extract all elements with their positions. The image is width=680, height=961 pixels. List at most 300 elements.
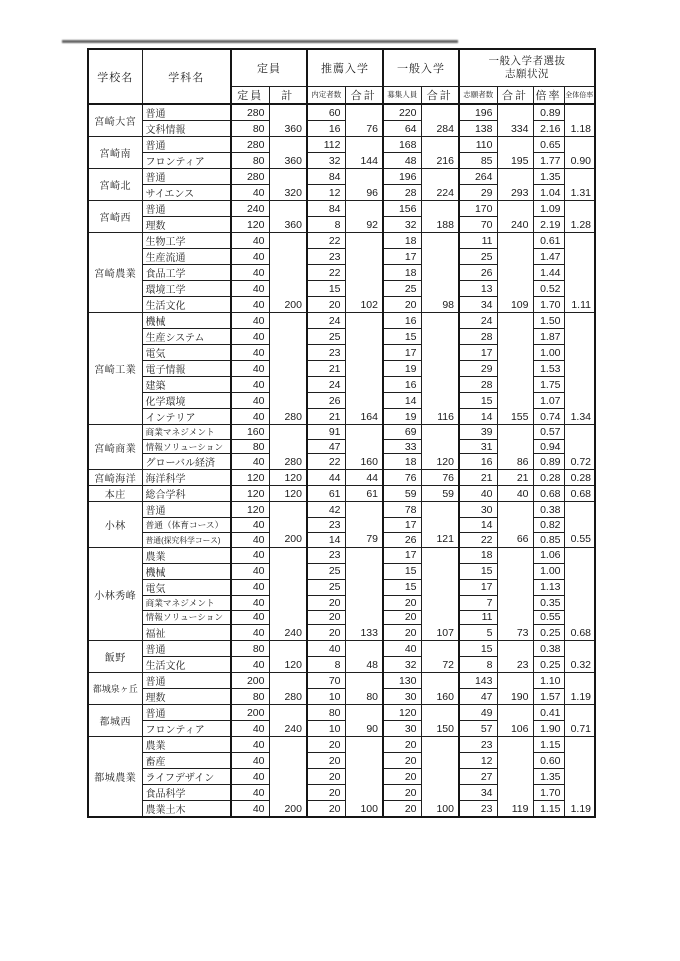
cell-dept-name: 商業マネジメント [142, 595, 231, 610]
cell-ratio: 0.61 [533, 233, 564, 249]
table-row [88, 104, 595, 121]
cell-recommended-count: 21 [307, 361, 345, 377]
cell-applicant-count: 264 [459, 169, 497, 185]
cell-capacity: 80 [231, 641, 269, 657]
cell-recommended-count: 14 [307, 533, 345, 548]
cell-recruit-count: 15 [383, 563, 421, 579]
cell-recommended-count: 22 [307, 233, 345, 249]
header-sub-recommended-count: 内定者数 [307, 86, 345, 104]
cell-recommended-count: 20 [307, 737, 345, 753]
cell-capacity: 120 [231, 502, 269, 518]
cell-recommend-total: 44 [345, 470, 383, 486]
cell-ratio: 1.70 [533, 297, 564, 313]
cell-recruit-count: 64 [383, 121, 421, 137]
cell-applicant-count: 25 [459, 249, 497, 265]
cell-general-total: 116 [421, 313, 459, 425]
cell-dept-name: グローバル経済 [142, 454, 231, 470]
cell-ratio: 1.57 [533, 689, 564, 705]
cell-ratio: 2.19 [533, 217, 564, 233]
cell-applicant-total: 155 [497, 313, 533, 425]
cell-school-name: 都城農業 [88, 737, 142, 818]
cell-recommend-total: 100 [345, 737, 383, 818]
cell-recruit-count: 220 [383, 104, 421, 121]
cell-recommended-count: 61 [307, 486, 345, 502]
cell-applicant-total: 293 [497, 169, 533, 201]
cell-dept-name: 普通 [142, 201, 231, 217]
cell-general-total: 284 [421, 104, 459, 137]
header-department: 学科名 [142, 49, 231, 104]
cell-capacity: 40 [231, 249, 269, 265]
cell-recommend-total: 160 [345, 425, 383, 470]
cell-dept-name: 機械 [142, 313, 231, 329]
cell-recommended-count: 15 [307, 281, 345, 297]
cell-recommend-total: 102 [345, 233, 383, 313]
cell-dept-name: 海洋科学 [142, 470, 231, 486]
table-row [88, 137, 595, 153]
cell-capacity: 240 [231, 201, 269, 217]
cell-applicant-count: 47 [459, 689, 497, 705]
cell-dept-name: 生産システム [142, 329, 231, 345]
cell-dept-name: 普通 [142, 502, 231, 518]
cell-applicant-count: 16 [459, 454, 497, 470]
cell-capacity: 40 [231, 785, 269, 801]
cell-recommended-count: 20 [307, 753, 345, 769]
cell-ratio: 0.35 [533, 595, 564, 610]
cell-capacity: 40 [231, 769, 269, 785]
cell-capacity: 280 [231, 137, 269, 153]
cell-recommended-count: 23 [307, 345, 345, 361]
cell-ratio: 0.68 [533, 486, 564, 502]
cell-recruit-count: 28 [383, 185, 421, 201]
cell-capacity-total: 360 [269, 201, 307, 233]
cell-recruit-count: 30 [383, 721, 421, 737]
cell-school-name: 小林秀峰 [88, 547, 142, 640]
cell-applicant-count: 11 [459, 610, 497, 625]
cell-recruit-count: 14 [383, 393, 421, 409]
cell-recommend-total: 76 [345, 104, 383, 137]
cell-capacity: 40 [231, 329, 269, 345]
cell-capacity: 120 [231, 470, 269, 486]
cell-recommend-total: 79 [345, 502, 383, 547]
cell-capacity: 40 [231, 233, 269, 249]
header-sub-general-total: 合計 [421, 86, 459, 104]
cell-capacity-total: 280 [269, 673, 307, 705]
cell-applicant-count: 57 [459, 721, 497, 737]
cell-capacity-total: 120 [269, 470, 307, 486]
cell-general-total: 72 [421, 641, 459, 673]
cell-ratio: 1.75 [533, 377, 564, 393]
cell-recommended-count: 10 [307, 689, 345, 705]
cell-ratio: 0.74 [533, 409, 564, 425]
cell-ratio: 1.47 [533, 249, 564, 265]
table-row [88, 547, 595, 563]
cell-general-total: 188 [421, 201, 459, 233]
cell-dept-name: 情報ソリューション [142, 610, 231, 625]
cell-recruit-count: 59 [383, 486, 421, 502]
cell-ratio: 1.44 [533, 265, 564, 281]
header-capacity-group: 定員 [231, 49, 307, 86]
cell-recommended-count: 44 [307, 470, 345, 486]
cell-ratio: 1.13 [533, 579, 564, 595]
cell-dept-name: 理数 [142, 217, 231, 233]
cell-dept-name: ライフデザイン [142, 769, 231, 785]
cell-recruit-count: 18 [383, 454, 421, 470]
cell-recommended-count: 80 [307, 705, 345, 721]
cell-school-name: 宮崎農業 [88, 233, 142, 313]
cell-general-total: 76 [421, 470, 459, 486]
cell-capacity: 40 [231, 345, 269, 361]
cell-recommend-total: 96 [345, 169, 383, 201]
cell-ratio: 1.15 [533, 737, 564, 753]
cell-recommended-count: 91 [307, 425, 345, 440]
cell-general-total: 107 [421, 547, 459, 640]
cell-recommended-count: 8 [307, 217, 345, 233]
cell-applicant-count: 30 [459, 502, 497, 518]
cell-applicant-count: 23 [459, 737, 497, 753]
cell-school-name: 宮崎商業 [88, 425, 142, 470]
table-row [88, 201, 595, 217]
cell-capacity: 40 [231, 393, 269, 409]
cell-applicant-count: 15 [459, 393, 497, 409]
cell-recruit-count: 20 [383, 801, 421, 818]
cell-dept-name: 畜産 [142, 753, 231, 769]
cell-applicant-total: 334 [497, 104, 533, 137]
cell-capacity: 280 [231, 169, 269, 185]
cell-school-name: 宮崎工業 [88, 313, 142, 425]
cell-dept-name: 情報ソリューション [142, 439, 231, 454]
cell-dept-name: 普通 [142, 705, 231, 721]
cell-ratio: 0.85 [533, 533, 564, 548]
cell-recommended-count: 40 [307, 641, 345, 657]
table-row [88, 673, 595, 689]
cell-school-name: 飯野 [88, 641, 142, 673]
header-sub-recommend-total: 合計 [345, 86, 383, 104]
cell-capacity-total: 280 [269, 425, 307, 470]
cell-ratio: 0.65 [533, 137, 564, 153]
cell-applicant-count: 5 [459, 625, 497, 641]
cell-dept-name: 商業マネジメント [142, 425, 231, 440]
cell-applicant-count: 12 [459, 753, 497, 769]
cell-school-name: 宮崎大宮 [88, 104, 142, 137]
cell-recommended-count: 20 [307, 769, 345, 785]
cell-general-total: 150 [421, 705, 459, 737]
cell-general-total: 160 [421, 673, 459, 705]
cell-capacity-total: 200 [269, 502, 307, 547]
cell-applicant-total: 240 [497, 201, 533, 233]
cell-dept-name: 化学環境 [142, 393, 231, 409]
cell-overall-ratio: 0.68 [564, 547, 595, 640]
cell-applicant-count: 13 [459, 281, 497, 297]
cell-recruit-count: 130 [383, 673, 421, 689]
cell-recommend-total: 90 [345, 705, 383, 737]
cell-capacity: 80 [231, 689, 269, 705]
cell-applicant-count: 39 [459, 425, 497, 440]
cell-recommend-total: 61 [345, 486, 383, 502]
cell-overall-ratio: 1.11 [564, 233, 595, 313]
cell-recruit-count: 40 [383, 641, 421, 657]
cell-recruit-count: 76 [383, 470, 421, 486]
cell-overall-ratio: 1.28 [564, 201, 595, 233]
cell-overall-ratio: 0.72 [564, 425, 595, 470]
cell-recruit-count: 15 [383, 579, 421, 595]
cell-applicant-count: 17 [459, 345, 497, 361]
cell-dept-name: 総合学科 [142, 486, 231, 502]
cell-recommended-count: 32 [307, 153, 345, 169]
table-row [88, 486, 595, 502]
cell-applicant-count: 29 [459, 185, 497, 201]
cell-dept-name: 普通 [142, 169, 231, 185]
cell-general-total: 120 [421, 425, 459, 470]
cell-applicant-total: 109 [497, 233, 533, 313]
cell-dept-name: 食品工学 [142, 265, 231, 281]
cell-dept-name: 普通（体育コース） [142, 518, 231, 533]
cell-overall-ratio: 0.71 [564, 705, 595, 737]
cell-overall-ratio: 1.18 [564, 104, 595, 137]
cell-recruit-count: 17 [383, 249, 421, 265]
cell-dept-name: 普通 [142, 104, 231, 121]
cell-capacity-total: 360 [269, 104, 307, 137]
cell-capacity-total: 320 [269, 169, 307, 201]
header-sub-recruit-count: 募集人員 [383, 86, 421, 104]
cell-recommended-count: 25 [307, 579, 345, 595]
cell-ratio: 1.35 [533, 169, 564, 185]
cell-applicant-total: 195 [497, 137, 533, 169]
cell-recommended-count: 25 [307, 563, 345, 579]
cell-applicant-count: 170 [459, 201, 497, 217]
cell-applicant-count: 28 [459, 329, 497, 345]
cell-overall-ratio: 0.28 [564, 470, 595, 486]
cell-recommend-total: 80 [345, 673, 383, 705]
cell-recommended-count: 20 [307, 595, 345, 610]
cell-capacity: 40 [231, 313, 269, 329]
cell-applicant-count: 110 [459, 137, 497, 153]
cell-applicant-count: 22 [459, 533, 497, 548]
cell-recruit-count: 168 [383, 137, 421, 153]
cell-general-total: 100 [421, 737, 459, 818]
cell-school-name: 本庄 [88, 486, 142, 502]
cell-capacity: 40 [231, 721, 269, 737]
cell-dept-name: 食品科学 [142, 785, 231, 801]
cell-applicant-count: 23 [459, 801, 497, 818]
cell-ratio: 1.00 [533, 563, 564, 579]
cell-recommended-count: 24 [307, 377, 345, 393]
cell-capacity: 280 [231, 104, 269, 121]
cell-overall-ratio: 0.90 [564, 137, 595, 169]
cell-ratio: 1.04 [533, 185, 564, 201]
cell-applicant-total: 23 [497, 641, 533, 673]
cell-dept-name: 電気 [142, 579, 231, 595]
cell-dept-name: 機械 [142, 563, 231, 579]
cell-applicant-count: 28 [459, 377, 497, 393]
cell-capacity: 40 [231, 185, 269, 201]
scan-artifact-line [62, 40, 458, 43]
cell-capacity-total: 120 [269, 486, 307, 502]
cell-applicant-total: 73 [497, 547, 533, 640]
cell-dept-name: 生物工学 [142, 233, 231, 249]
cell-applicant-total: 86 [497, 425, 533, 470]
cell-recommended-count: 20 [307, 610, 345, 625]
cell-recommended-count: 21 [307, 409, 345, 425]
cell-ratio: 0.41 [533, 705, 564, 721]
cell-school-name: 宮崎北 [88, 169, 142, 201]
cell-recruit-count: 20 [383, 297, 421, 313]
cell-applicant-count: 17 [459, 579, 497, 595]
cell-applicant-count: 34 [459, 785, 497, 801]
cell-dept-name: 普通 [142, 137, 231, 153]
cell-capacity-total: 200 [269, 737, 307, 818]
cell-recruit-count: 156 [383, 201, 421, 217]
cell-recommended-count: 20 [307, 801, 345, 818]
cell-applicant-total: 66 [497, 502, 533, 547]
cell-ratio: 1.53 [533, 361, 564, 377]
cell-recommended-count: 70 [307, 673, 345, 689]
cell-applicant-count: 8 [459, 657, 497, 673]
cell-recruit-count: 20 [383, 769, 421, 785]
cell-recommended-count: 20 [307, 297, 345, 313]
cell-recommended-count: 42 [307, 502, 345, 518]
cell-capacity: 120 [231, 217, 269, 233]
cell-recommended-count: 24 [307, 313, 345, 329]
cell-recruit-count: 48 [383, 153, 421, 169]
cell-recommend-total: 164 [345, 313, 383, 425]
cell-capacity: 200 [231, 705, 269, 721]
cell-recruit-count: 30 [383, 689, 421, 705]
cell-ratio: 1.10 [533, 673, 564, 689]
cell-ratio: 2.16 [533, 121, 564, 137]
cell-recommended-count: 16 [307, 121, 345, 137]
cell-recruit-count: 20 [383, 610, 421, 625]
cell-dept-name: インテリア [142, 409, 231, 425]
cell-capacity: 40 [231, 518, 269, 533]
cell-dept-name: 生活文化 [142, 297, 231, 313]
cell-capacity-total: 240 [269, 547, 307, 640]
cell-recruit-count: 18 [383, 265, 421, 281]
header-recommend-group: 推薦入学 [307, 49, 383, 86]
cell-applicant-count: 24 [459, 313, 497, 329]
cell-ratio: 0.52 [533, 281, 564, 297]
cell-recommended-count: 23 [307, 547, 345, 563]
cell-dept-name: サイエンス [142, 185, 231, 201]
cell-recruit-count: 16 [383, 377, 421, 393]
cell-ratio: 0.25 [533, 625, 564, 641]
cell-capacity: 40 [231, 454, 269, 470]
cell-recommended-count: 23 [307, 249, 345, 265]
cell-dept-name: 建築 [142, 377, 231, 393]
cell-school-name: 都城西 [88, 705, 142, 737]
cell-applicant-count: 14 [459, 518, 497, 533]
cell-recommended-count: 60 [307, 104, 345, 121]
cell-recruit-count: 16 [383, 313, 421, 329]
cell-capacity-total: 200 [269, 233, 307, 313]
cell-ratio: 0.38 [533, 502, 564, 518]
cell-dept-name: 農業土木 [142, 801, 231, 818]
cell-recruit-count: 20 [383, 625, 421, 641]
cell-dept-name: 生活文化 [142, 657, 231, 673]
cell-recruit-count: 25 [383, 281, 421, 297]
cell-recommended-count: 23 [307, 518, 345, 533]
cell-applicant-total: 40 [497, 486, 533, 502]
cell-applicant-total: 190 [497, 673, 533, 705]
cell-applicant-count: 14 [459, 409, 497, 425]
cell-dept-name: 普通 [142, 641, 231, 657]
cell-recruit-count: 26 [383, 533, 421, 548]
cell-applicant-count: 26 [459, 265, 497, 281]
cell-applicant-total: 106 [497, 705, 533, 737]
cell-capacity: 40 [231, 625, 269, 641]
table-row [88, 313, 595, 329]
cell-recommended-count: 84 [307, 169, 345, 185]
cell-recommended-count: 26 [307, 393, 345, 409]
header-selection-line1: 一般入学者選抜 [488, 54, 566, 67]
header-sub-capacity: 定員 [231, 86, 269, 104]
cell-applicant-count: 15 [459, 641, 497, 657]
cell-general-total: 121 [421, 502, 459, 547]
cell-recommended-count: 8 [307, 657, 345, 673]
cell-capacity: 40 [231, 533, 269, 548]
cell-dept-name: 福祉 [142, 625, 231, 641]
cell-recommended-count: 10 [307, 721, 345, 737]
cell-applicant-count: 15 [459, 563, 497, 579]
header-sub-applicant-total: 合計 [497, 86, 533, 104]
cell-recommended-count: 20 [307, 625, 345, 641]
cell-capacity-total: 240 [269, 705, 307, 737]
header-sub-applicant-count: 志願者数 [459, 86, 497, 104]
cell-recommend-total: 48 [345, 641, 383, 673]
cell-dept-name: 環境工学 [142, 281, 231, 297]
cell-school-name: 宮崎海洋 [88, 470, 142, 486]
cell-applicant-count: 34 [459, 297, 497, 313]
cell-overall-ratio: 1.31 [564, 169, 595, 201]
table-row [88, 233, 595, 249]
cell-capacity: 80 [231, 153, 269, 169]
cell-capacity: 40 [231, 409, 269, 425]
cell-applicant-count: 29 [459, 361, 497, 377]
cell-ratio: 0.89 [533, 454, 564, 470]
cell-general-total: 216 [421, 137, 459, 169]
header-school: 学校名 [88, 49, 142, 104]
cell-recommended-count: 84 [307, 201, 345, 217]
cell-dept-name: 農業 [142, 737, 231, 753]
cell-capacity: 200 [231, 673, 269, 689]
cell-school-name: 小林 [88, 502, 142, 547]
cell-dept-name: 農業 [142, 547, 231, 563]
cell-capacity-total: 120 [269, 641, 307, 673]
table-row [88, 169, 595, 185]
cell-dept-name: 生産流通 [142, 249, 231, 265]
cell-dept-name: 普通(探究科学コース) [142, 533, 231, 548]
cell-capacity-total: 360 [269, 137, 307, 169]
cell-applicant-count: 143 [459, 673, 497, 689]
cell-dept-name: 普通 [142, 673, 231, 689]
cell-recruit-count: 69 [383, 425, 421, 440]
header-selection-group [459, 49, 595, 86]
cell-overall-ratio: 0.68 [564, 486, 595, 502]
cell-capacity: 40 [231, 610, 269, 625]
cell-recommended-count: 22 [307, 265, 345, 281]
cell-ratio: 1.70 [533, 785, 564, 801]
cell-recruit-count: 32 [383, 217, 421, 233]
cell-recommended-count: 12 [307, 185, 345, 201]
cell-overall-ratio: 1.19 [564, 673, 595, 705]
cell-applicant-count: 196 [459, 104, 497, 121]
cell-applicant-count: 18 [459, 547, 497, 563]
cell-capacity: 160 [231, 425, 269, 440]
cell-recruit-count: 78 [383, 502, 421, 518]
cell-overall-ratio: 0.32 [564, 641, 595, 673]
cell-ratio: 0.82 [533, 518, 564, 533]
cell-recommended-count: 47 [307, 439, 345, 454]
cell-dept-name: 理数 [142, 689, 231, 705]
